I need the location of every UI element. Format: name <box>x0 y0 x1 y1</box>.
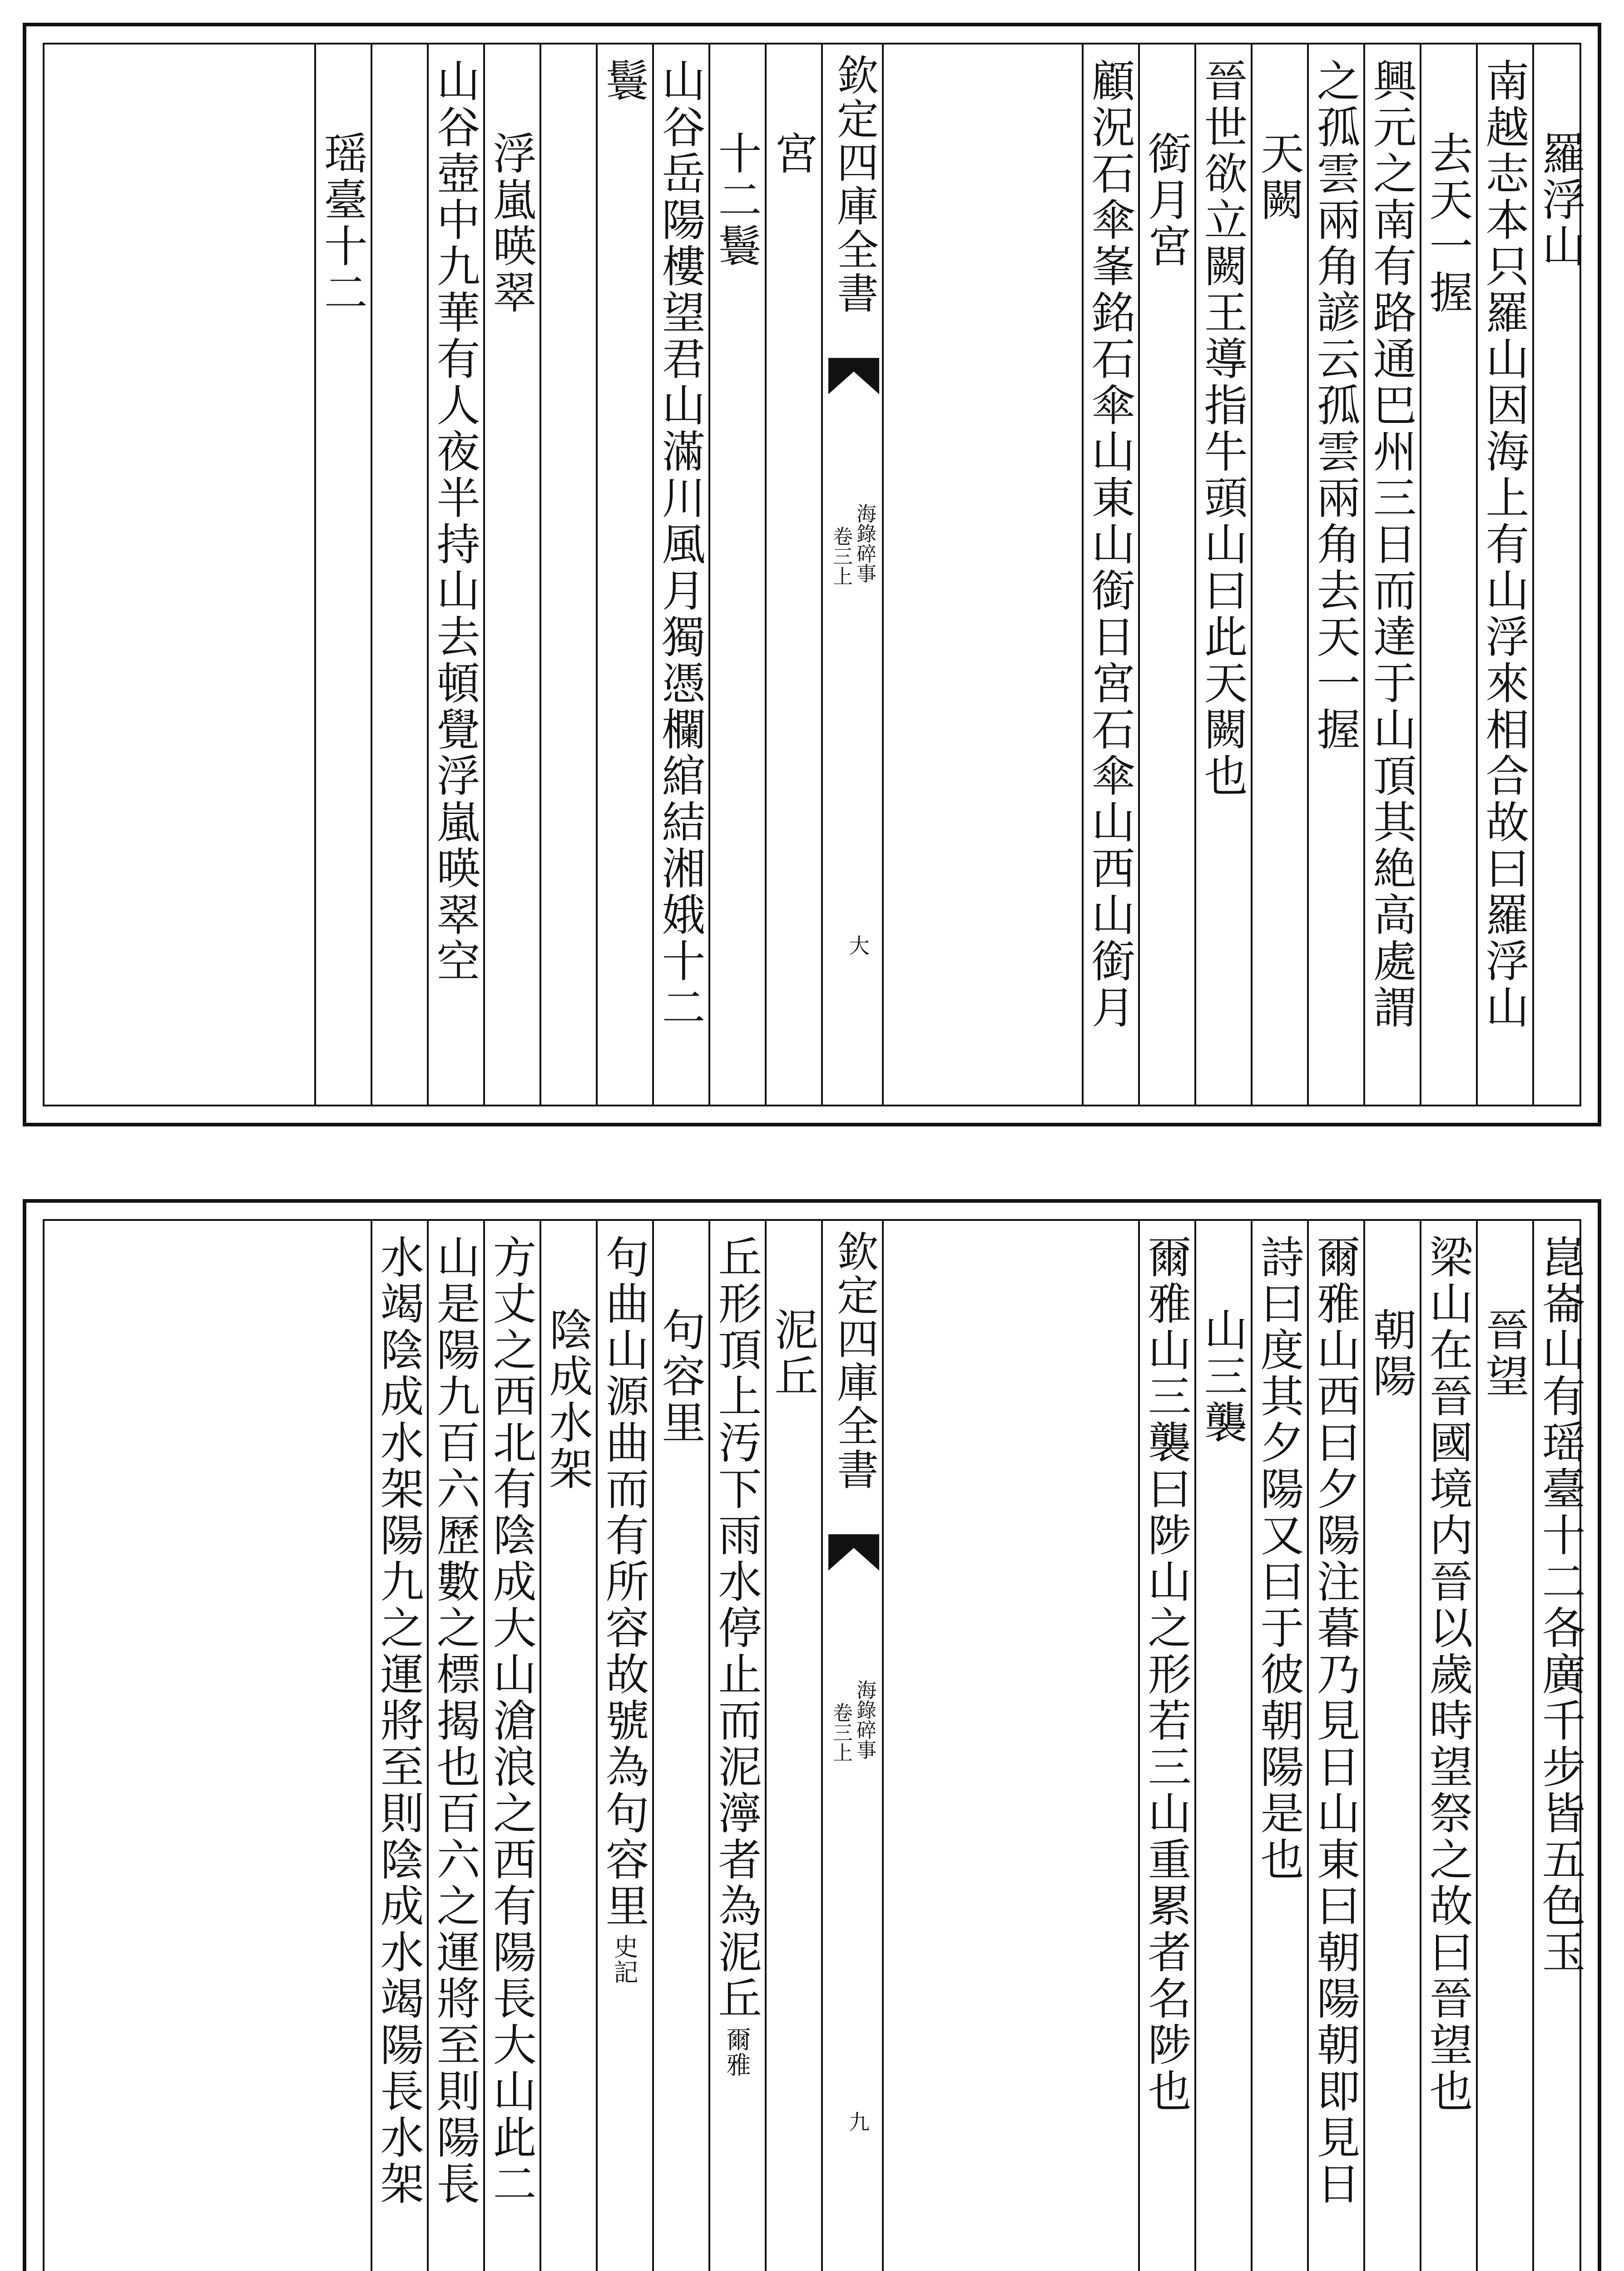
source-note: 爾雅 <box>723 2027 751 2078</box>
top-text-grid <box>43 43 1586 1106</box>
column-text: 爾雅山三襲曰陟山之形若三山重累者名陟也 <box>1141 1235 1192 2115</box>
text-column <box>371 45 427 1105</box>
text-column <box>483 1221 540 2271</box>
book-title: 海錄碎事 <box>853 1680 876 1760</box>
text-column <box>427 45 483 1105</box>
column-text: 去天一握 <box>1422 131 1473 316</box>
text-column <box>1363 1221 1420 2271</box>
column-text: 句容里 <box>655 1307 706 1446</box>
text-column <box>1476 45 1532 1105</box>
series-title: 欽定四庫全書 <box>830 1230 879 1492</box>
book-title: 海錄碎事 <box>853 503 876 583</box>
column-text: 山谷岳陽樓望君山滿川風月獨憑欄綰結湘娥十二 <box>655 58 706 1031</box>
column-text: 晉望 <box>1479 1307 1530 1400</box>
text-column <box>765 45 821 1105</box>
text-column <box>1532 1221 1589 2271</box>
column-text: 泥丘 <box>767 1307 818 1400</box>
volume-label: 卷三上 <box>829 526 852 586</box>
column-text: 浮嵐暎翠 <box>486 131 537 316</box>
column-text: 銜月宮 <box>1141 131 1192 270</box>
column-text: 鬟 <box>599 58 649 104</box>
text-column <box>652 1221 708 2271</box>
entry-text: 句曲山源曲而有所容故號為句容里 <box>599 1235 649 1929</box>
center-fold <box>821 45 884 1105</box>
source-note: 史記 <box>610 1934 639 1985</box>
fishtail-mark <box>828 1534 879 1571</box>
column-text: 瑶臺十二 <box>317 131 368 316</box>
bottom-page-frame <box>23 1199 1601 2271</box>
text-column <box>765 1221 821 2271</box>
column-text: 方丈之西北有陰成大山滄浪之西有陽長大山此二 <box>486 1235 537 2207</box>
text-column <box>427 1221 483 2271</box>
text-column <box>540 45 596 1105</box>
column-text: 朝陽 <box>1366 1307 1417 1400</box>
column-text: 顧況石傘峯銘石傘山東山銜日宮石傘山西山銜月 <box>1084 58 1135 1031</box>
text-column <box>1082 45 1138 1105</box>
text-column <box>1476 1221 1532 2271</box>
column-text: 興元之南有路通巴州三日而達于山頂其絶高處謂 <box>1366 58 1417 1031</box>
column-text: 崑崙山有瑶臺十二各廣千步皆五色玉 <box>1535 1235 1586 1976</box>
text-column <box>1420 1221 1476 2271</box>
text-column <box>596 1221 652 2271</box>
text-column <box>314 45 371 1105</box>
text-column <box>1138 45 1194 1105</box>
leaf-number: 九 <box>846 2111 870 2132</box>
column-text <box>711 1235 762 2078</box>
column-text: 之孤雲兩角諺云孤雲兩角去天一握 <box>1310 58 1361 753</box>
text-column <box>1307 45 1363 1105</box>
column-text: 十二鬟 <box>711 131 762 270</box>
volume-label: 卷三上 <box>829 1702 852 1762</box>
leaf-number: 大 <box>846 935 870 956</box>
entry-text: 丘形頂上汚下雨水停止而泥濘者為泥丘 <box>711 1235 762 2022</box>
top-page-frame <box>23 23 1601 1126</box>
text-column <box>1251 45 1307 1105</box>
fishtail-mark <box>828 358 879 394</box>
text-column <box>596 45 652 1105</box>
text-column <box>483 45 540 1105</box>
bottom-text-grid <box>43 1219 1586 2271</box>
column-text: 羅浮山 <box>1535 131 1586 270</box>
column-text <box>599 1235 649 1985</box>
column-text: 天闕 <box>1253 131 1304 223</box>
text-column <box>1251 1221 1307 2271</box>
text-column <box>1138 1221 1194 2271</box>
column-text: 南越志本只羅山因海上有山浮來相合故曰羅浮山 <box>1479 58 1530 1031</box>
column-text: 宮 <box>767 131 818 177</box>
text-column <box>1363 45 1420 1105</box>
text-column <box>1307 1221 1363 2271</box>
series-title: 欽定四庫全書 <box>830 54 879 315</box>
text-column <box>1532 45 1589 1105</box>
column-text: 山是陽九百六歷數之標揭也百六之運將至則陽長 <box>430 1235 480 2207</box>
text-column <box>708 45 765 1105</box>
column-text: 山三襲 <box>1197 1307 1248 1446</box>
column-text: 詩曰度其夕陽又曰于彼朝陽是也 <box>1253 1235 1304 1883</box>
column-text: 梁山在晉國境内晉以歲時望祭之故曰晉望也 <box>1422 1235 1473 2115</box>
text-column <box>540 1221 596 2271</box>
text-column <box>708 1221 765 2271</box>
column-text: 水竭陰成水架陽九之運將至則陰成水竭陽長水架 <box>373 1235 424 2207</box>
text-column <box>1194 45 1251 1105</box>
column-text: 陰成水架 <box>542 1307 593 1493</box>
column-text: 爾雅山西曰夕陽注暮乃見日山東曰朝陽朝即見日 <box>1310 1235 1361 2207</box>
column-text: 晉世欲立闕王導指牛頭山曰此天闕也 <box>1197 58 1248 799</box>
column-text: 山谷壺中九華有人夜半持山去頓覺浮嵐暎翠空 <box>430 58 480 985</box>
center-fold <box>821 1221 884 2271</box>
text-column <box>652 45 708 1105</box>
text-column <box>371 1221 427 2271</box>
text-column <box>1194 1221 1251 2271</box>
text-column <box>1420 45 1476 1105</box>
